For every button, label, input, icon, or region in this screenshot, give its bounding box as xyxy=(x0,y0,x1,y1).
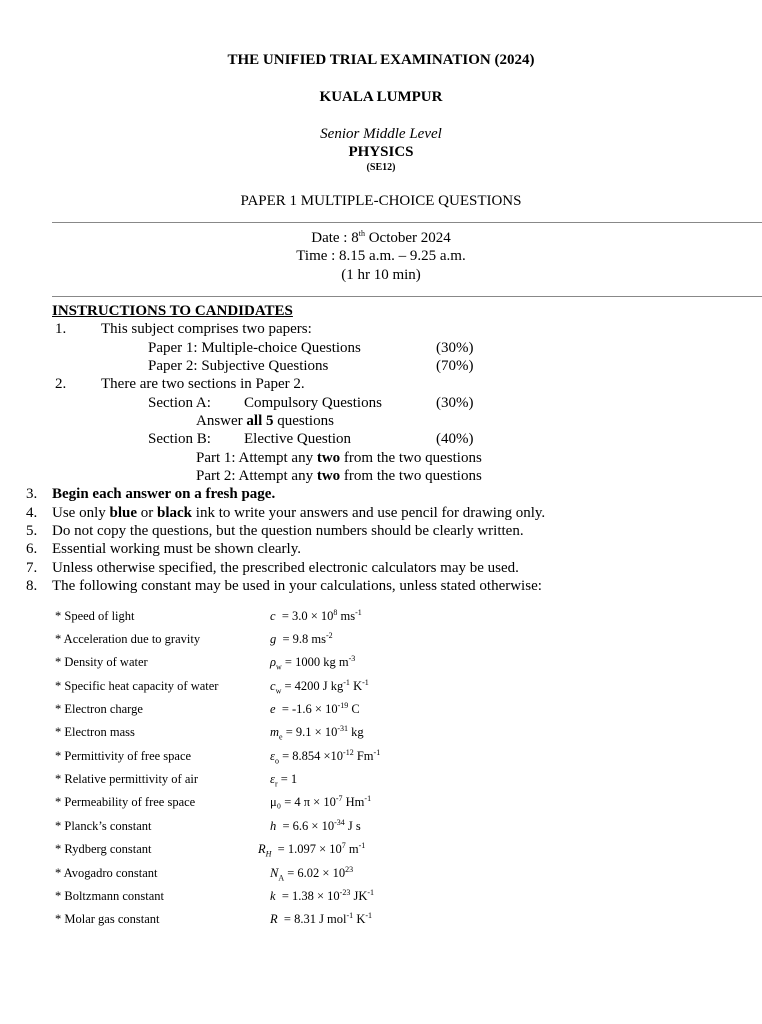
section-a-note: Answer all 5 questions xyxy=(196,413,334,429)
instruction-6-text: Essential working must be shown clearly. xyxy=(52,541,301,557)
constant-value-gravity: g = 9.8 $ms^{-2}$ xyxy=(270,630,333,646)
instruction-8-number: 8. xyxy=(26,578,38,594)
subject-code: (SE12) xyxy=(366,162,396,173)
constant-name-speed-of-light: * Speed of light xyxy=(55,609,135,623)
constant-name-permeability: * Permeability of free space xyxy=(55,795,196,809)
exam-subject: PHYSICS xyxy=(348,144,414,160)
instructions-heading: INSTRUCTIONS TO CANDIDATES xyxy=(52,303,293,319)
section-b-label: Section B: xyxy=(148,431,211,447)
constant-name-molar-gas: * Molar gas constant xyxy=(55,912,160,926)
section-a-percent: (30%) xyxy=(436,395,474,411)
divider-bottom xyxy=(52,296,762,297)
instruction-5-number: 5. xyxy=(26,523,38,539)
constant-value-density-water: $\rho_w = 1000$ kg $m^{-3}$ xyxy=(270,653,356,672)
section-b-percent: (40%) xyxy=(436,431,474,447)
paper-1-label: Paper 1: Multiple-choice Questions xyxy=(148,340,361,356)
instruction-6-number: 6. xyxy=(26,541,38,557)
constant-value-avogadro: $N_A = 6.02 \times 10^{23}$ xyxy=(270,864,354,883)
paper-2-percent: (70%) xyxy=(436,358,474,374)
constant-name-specific-heat: * Specific heat capacity of water xyxy=(55,679,219,693)
exam-title: THE UNIFIED TRIAL EXAMINATION (2024) xyxy=(227,52,535,68)
constant-value-boltzmann: $k = 1.38 \times 10^{-23}$ $JK^{-1}$ xyxy=(270,887,375,903)
constant-value-permittivity: $\varepsilon_o = 8.854 \times 10^{-12}$ $Fm^{-1}$ xyxy=(270,747,381,766)
exam-level: Senior Middle Level xyxy=(320,126,442,142)
constant-name-relative-permittivity: * Relative permittivity of air xyxy=(55,772,199,786)
exam-duration: (1 hr 10 min) xyxy=(341,267,421,283)
instruction-4-number: 4. xyxy=(26,505,38,521)
instruction-1-number: 1. xyxy=(55,321,67,337)
constant-name-planck: * Planck’s constant xyxy=(55,819,152,833)
paper-1-percent: (30%) xyxy=(436,340,474,356)
constant-name-permittivity: * Permittivity of free space xyxy=(55,749,192,763)
exam-date: Date : 8th October 2024 xyxy=(311,229,451,246)
constant-name-boltzmann: * Boltzmann constant xyxy=(55,889,165,903)
divider-top xyxy=(52,222,762,223)
section-b-part-1: Part 1: Attempt any two from the two questions xyxy=(196,450,482,466)
constant-value-relative-permittivity: $\varepsilon_r = 1$ xyxy=(270,772,298,789)
constant-value-specific-heat: $c_w = 4200$ J $kg^{-1}$ $K^{-1}$ xyxy=(270,677,369,696)
exam-time: Time : 8.15 a.m. – 9.25 a.m. xyxy=(296,248,466,264)
constant-value-permeability: μ₀ = 4 $\pi \times 10^{-7}$ $Hm^{-1}$ xyxy=(270,793,372,809)
instruction-7-number: 7. xyxy=(26,560,38,576)
instruction-3-number: 3. xyxy=(26,486,38,502)
constant-value-electron-mass: $m_e = 9.1 \times 10^{-31}$ kg xyxy=(270,723,364,742)
instruction-5-text: Do not copy the questions, but the question numbers should be clearly written. xyxy=(52,523,524,539)
instruction-8-text: The following constant may be used in your calculations, unless stated otherwise: xyxy=(52,578,542,594)
constant-name-gravity: * Acceleration due to gravity xyxy=(55,632,201,646)
instruction-7-text: Unless otherwise specified, the prescribed electronic calculators may be used. xyxy=(52,560,519,576)
constant-value-rydberg: $R_H = 1.097 \times 10^7$ $m^{-1}$ xyxy=(258,840,366,859)
constant-value-molar-gas: R = 8.31 J mol$^{-1}$ $K^{-1}$ xyxy=(270,910,373,926)
instruction-4-text: Use only blue or black ink to write your answers and use pencil for drawing only. xyxy=(52,505,546,521)
paper-title: PAPER 1 MULTIPLE-CHOICE QUESTIONS xyxy=(240,193,522,209)
constant-value-speed-of-light: $c = 3.0 \times 10^8$ $ms^{-1}$ xyxy=(270,607,362,623)
instruction-2-number: 2. xyxy=(55,376,67,392)
section-a-name: Compulsory Questions xyxy=(244,395,382,411)
constant-value-planck: $h = 6.6 \times 10^{-34}$ J s xyxy=(270,817,361,833)
constant-name-rydberg: * Rydberg constant xyxy=(55,842,152,856)
section-b-name: Elective Question xyxy=(244,431,352,447)
instruction-3-text: Begin each answer on a fresh page. xyxy=(52,486,276,502)
instruction-2-text: There are two sections in Paper 2. xyxy=(101,376,305,392)
constant-name-electron-charge: * Electron charge xyxy=(55,702,143,716)
constant-name-avogadro: * Avogadro constant xyxy=(55,866,158,880)
constant-name-density-water: * Density of water xyxy=(55,655,148,669)
exam-location: KUALA LUMPUR xyxy=(319,89,443,105)
section-a-label: Section A: xyxy=(148,395,211,411)
constant-value-electron-charge: $e = -1.6 \times 10^{-19}$ C xyxy=(270,700,360,716)
constant-name-electron-mass: * Electron mass xyxy=(55,725,135,739)
instruction-1-text: This subject comprises two papers: xyxy=(101,321,312,337)
section-b-part-2: Part 2: Attempt any two from the two questions xyxy=(196,468,482,484)
paper-2-label: Paper 2: Subjective Questions xyxy=(148,358,329,374)
